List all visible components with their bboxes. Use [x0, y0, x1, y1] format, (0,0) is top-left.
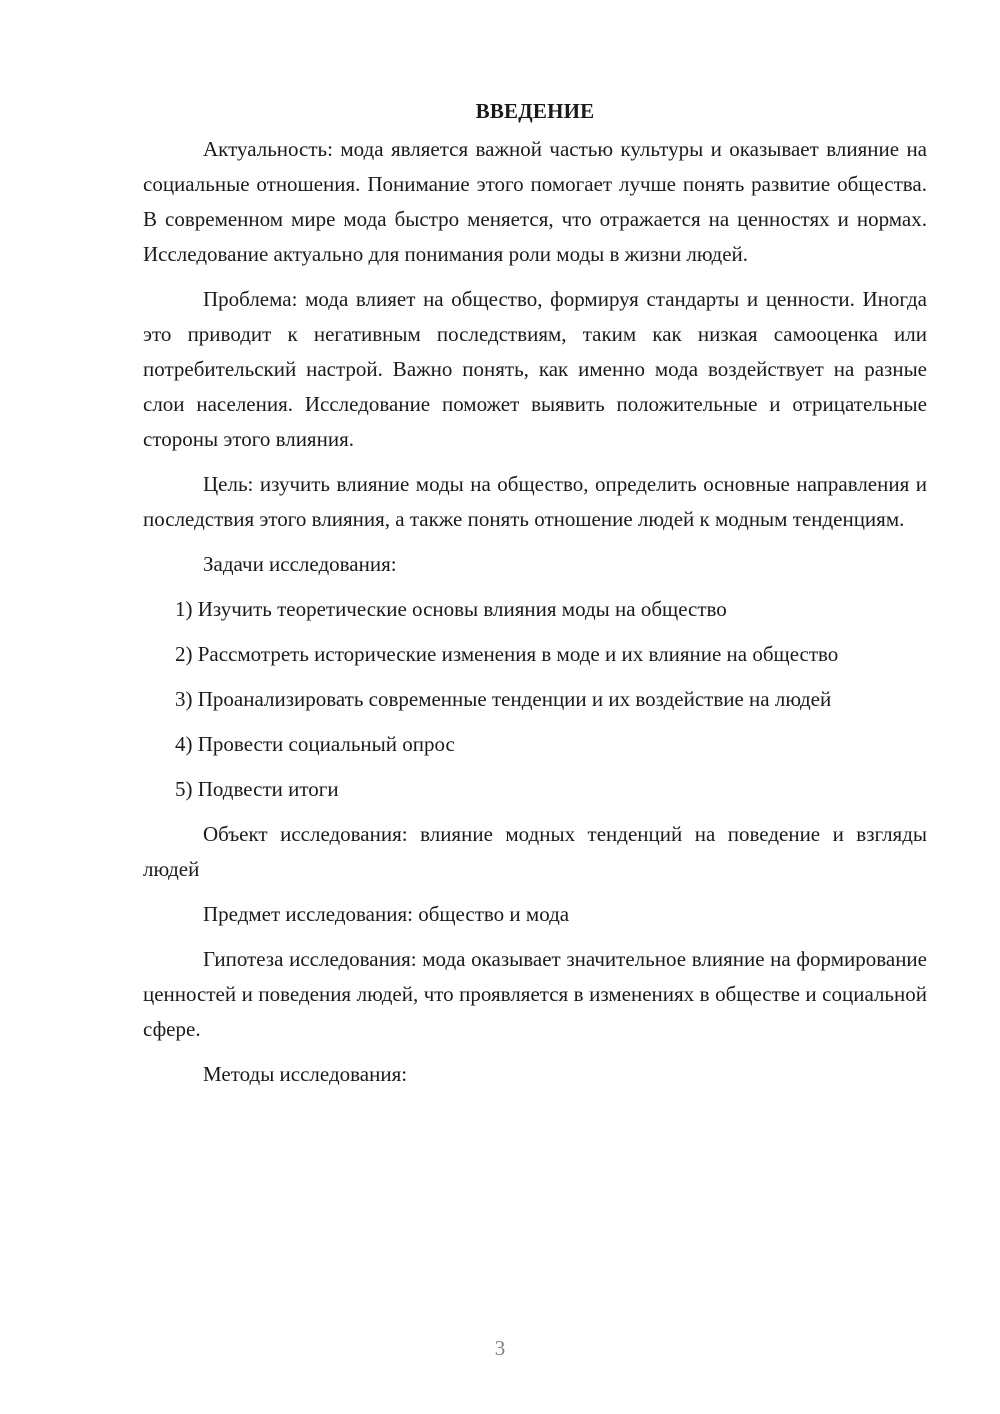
- goal-paragraph: Цель: изучить влияние моды на общество, определить основные направления и последствия этого влияния, а также понять отношение людей к модным тенденциям.: [143, 472, 927, 531]
- subject-paragraph: Предмет исследования: общество и мода: [203, 902, 570, 926]
- tasks-list: [143, 592, 927, 807]
- task-item-5: 5) Подвести итоги: [175, 777, 339, 801]
- hypothesis-paragraph: Гипотеза исследования: мода оказывает значительное влияние на формирование ценностей и поведения людей, что проявляется в изменениях в обществе и социальной сфере.: [143, 947, 927, 1041]
- task-item-1: 1) Изучить теоретические основы влияния моды на общество: [175, 597, 727, 621]
- tasks-title: Задачи исследования:: [203, 552, 397, 576]
- methods-title: Методы исследования:: [203, 1062, 408, 1086]
- section-heading: ВВЕДЕНИЕ: [475, 99, 595, 123]
- object-paragraph: Объект исследования: влияние модных тенденций на поведение и взгляды людей: [143, 822, 927, 881]
- task-item-2: 2) Рассмотреть исторические изменения в моде и их влияние на общество: [175, 642, 839, 666]
- task-item-3: 3) Проанализировать современные тенденции и их воздействие на людей: [175, 687, 832, 711]
- relevance-paragraph: Актуальность: мода является важной частью культуры и оказывает влияние на социальные отношения. Понимание этого помогает лучше понять развитие общества. В современном мире мода быстро меняется, что отражается на ценностях и нормах. Исследование актуально для понимания роли моды в жизни людей.: [143, 137, 927, 266]
- task-item-4: 4) Провести социальный опрос: [175, 732, 455, 756]
- page-number: 3: [494, 1336, 506, 1360]
- problem-paragraph: Проблема: мода влияет на общество, формируя стандарты и ценности. Иногда это приводит к негативным последствиям, таким как низкая самооценка или потребительский настрой. Важно понять, как именно мода воздействует на разные слои населения. Исследование поможет выявить положительные и отрицательные стороны этого влияния.: [143, 287, 927, 451]
